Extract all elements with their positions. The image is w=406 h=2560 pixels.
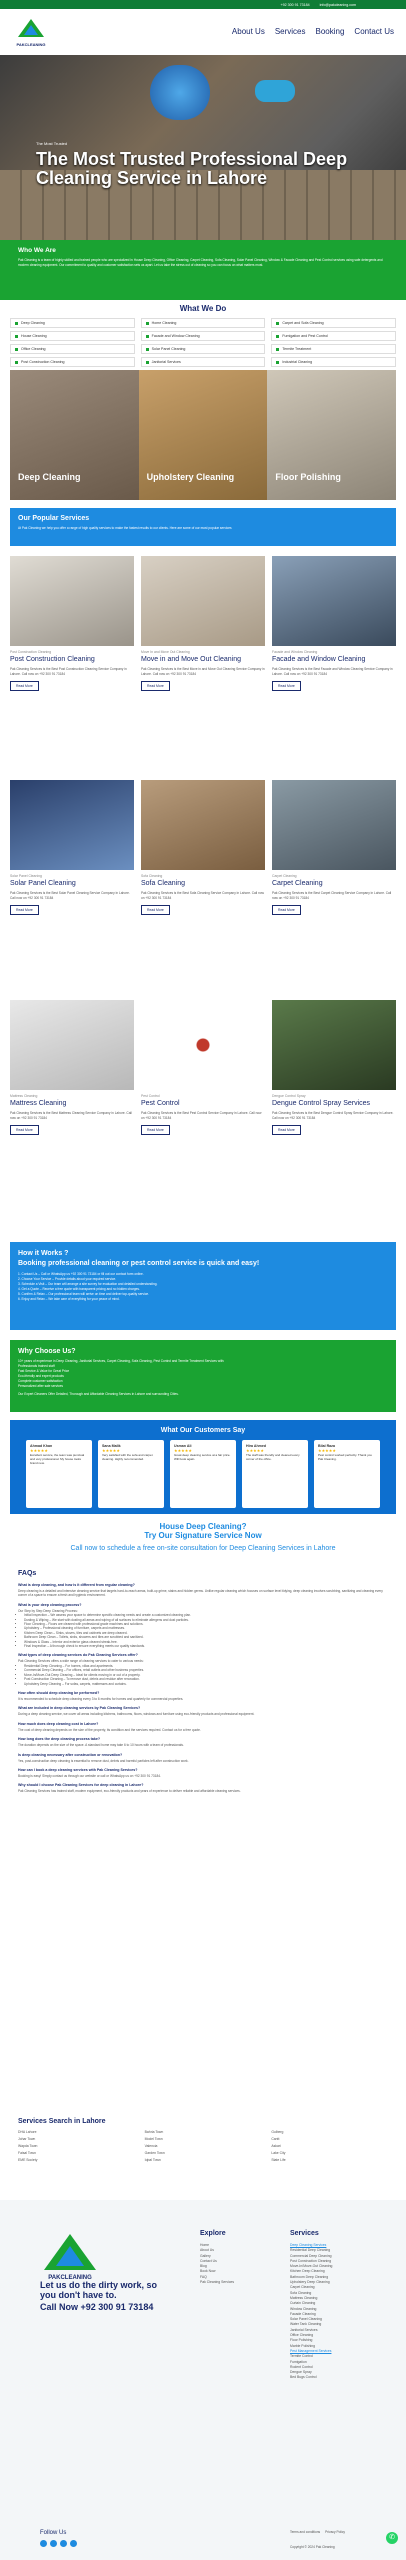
- card-image[interactable]: [10, 556, 134, 646]
- areas-grid: [18, 2130, 388, 2163]
- bullet-icon: [146, 335, 149, 338]
- star-rating-icon: ★★★★★: [174, 1448, 192, 1453]
- footer-logo-text: PAKCLEANING: [48, 2275, 92, 2281]
- review-text: Great deep cleaning service at a fair price. Will book again.: [174, 1453, 231, 1461]
- hero-title: The Most Trusted Professional Deep Cleaning Service in Lahore: [36, 149, 348, 188]
- explore-link[interactable]: Gallery: [200, 2253, 211, 2258]
- faq-question[interactable]: What are included in deep cleaning services by Pak Cleaning Services?: [18, 1706, 141, 1711]
- faq-answer: Pak Cleaning Services offers a wide range of cleaning services to cater to various needs:: [18, 1659, 144, 1664]
- read-more-button[interactable]: Read More: [141, 681, 170, 691]
- footer-service-link[interactable]: Move-In/Move-Out Cleaning: [290, 2264, 333, 2269]
- top-bar: [0, 0, 406, 9]
- bullet-icon: [276, 348, 279, 351]
- area-link[interactable]: Askari: [271, 2144, 281, 2148]
- read-more-button[interactable]: Read More: [272, 681, 301, 691]
- review-card: [242, 1440, 308, 1508]
- area-link[interactable]: Wapda Town: [18, 2144, 38, 2148]
- service-link[interactable]: Fumigation and Pest Control: [271, 331, 396, 341]
- area-link[interactable]: Garden Town: [144, 2151, 165, 2155]
- footer-service-link[interactable]: Rodent Control: [290, 2364, 313, 2369]
- service-link[interactable]: Home Cleaning: [141, 318, 266, 328]
- who-we-are-section: [0, 240, 406, 300]
- card-description: Pak Cleaning Services is the Best Move in and Move Out Cleaning Service Company in Lahore. Call now on +92 300 91 73184: [141, 667, 265, 676]
- who-text: Pak Cleaning is a team of highly skilled and trained people who are specialized in House Deep Cleaning, Office Cleaning, Carpet Cleaning, Sofa Cleaning, Solar Panel Cleaning, Window & Facade Cleaning and Pest Control services using safe detergents and modern cleaning equipment. Our commitment to quality and customer satisfaction sets us apart. Let us take the stress out of cleaning so you can focus on what matters most.: [18, 258, 383, 267]
- footer-service-link[interactable]: Termite Control: [290, 2354, 313, 2359]
- services-title: Services: [290, 2230, 319, 2237]
- card-category: Mattress Cleaning: [10, 1094, 38, 1098]
- nav-item-contact[interactable]: Contact Us: [354, 27, 394, 36]
- footer-service-link[interactable]: Janitorial Services: [290, 2327, 318, 2332]
- social-links: [40, 2540, 77, 2547]
- cta-subtitle: Try Our Signature Service Now: [144, 1531, 262, 1540]
- faq-answer: It is recommended to schedule deep cleaning every 3 to 6 months for homes and quarterly for commercial properties.: [18, 1696, 184, 1701]
- card-image[interactable]: [272, 780, 396, 870]
- card-image[interactable]: [141, 1000, 265, 1090]
- service-card: [10, 780, 134, 915]
- faq-list-item: • Upholstery – Professional cleaning of furniture, carpets and mattresses.: [24, 1626, 388, 1630]
- privacy-link[interactable]: Privacy Policy: [325, 2530, 345, 2534]
- footer-service-link[interactable]: Solar Panel Cleaning: [290, 2317, 322, 2322]
- service-photo-strip: [10, 370, 396, 500]
- testimonials-title: What Our Customers Say: [160, 1427, 246, 1434]
- card-image[interactable]: [272, 1000, 396, 1090]
- area-link[interactable]: Faisal Town: [18, 2151, 36, 2155]
- how-step: 2. Choose Your Service – Provide details about your required service.: [18, 1277, 117, 1281]
- card-category: Facade and Window Cleaning: [272, 650, 318, 654]
- card-image[interactable]: [10, 1000, 134, 1090]
- card-description: Pak Cleaning Services is the Best Dengue Control Spray Service Company in Lahore. Call now on +92 300 91 73184: [272, 1111, 394, 1120]
- reviewer-name: Hira Ahmed: [246, 1444, 267, 1448]
- area-link[interactable]: Iqbal Town: [144, 2158, 161, 2162]
- follow-us-label: Follow Us: [40, 2530, 67, 2536]
- area-link[interactable]: State Life: [271, 2158, 286, 2162]
- how-step: 1. Contact Us – Call or WhatsApp us +92 300 91 73184 or fill out our contact form online.: [18, 1272, 144, 1276]
- how-subtitle: Booking professional cleaning or pest control service is quick and easy!: [18, 1260, 260, 1267]
- area-link[interactable]: Cantt: [271, 2137, 280, 2141]
- faq-list-item: • Kitchen Deep Clean – Sinks, stoves, tiles and cabinets are deep cleaned.: [24, 1631, 388, 1635]
- who-title: Who We Are: [18, 247, 56, 254]
- faq-answer: Booking is easy! Simply contact us through our website or call or WhatsApp us on +92 300 91 73184.: [18, 1773, 161, 1778]
- popular-title: Our Popular Services: [18, 515, 90, 522]
- faq-question[interactable]: How much does deep cleaning cost in Lahore?: [18, 1721, 99, 1726]
- area-link[interactable]: Gulberg: [271, 2130, 284, 2134]
- faq-list: [24, 1664, 388, 1686]
- service-link[interactable]: Office Cleaning: [10, 344, 135, 354]
- faq-list-item: • Final Inspection – A thorough check to ensure everything meets our quality standards.: [24, 1644, 388, 1648]
- service-link[interactable]: Post Construction Cleaning: [10, 357, 135, 367]
- card-title[interactable]: Sofa Cleaning: [141, 880, 185, 887]
- faq-answer: Pak Cleaning Services has trained staff, modern equipment, eco-friendly products and years of experience to deliver reliable and affordable cleaning services.: [18, 1789, 241, 1794]
- footer-service-link[interactable]: Dengue Spray: [290, 2370, 312, 2375]
- read-more-button[interactable]: Read More: [10, 681, 39, 691]
- explore-link[interactable]: Contact Us: [200, 2258, 217, 2263]
- bullet-icon: [276, 322, 279, 325]
- what-we-do-title: What We Do: [179, 304, 227, 313]
- explore-link[interactable]: About Us: [200, 2248, 214, 2253]
- faq-list-item: • Commercial Deep Cleaning – For offices, retail outlets and other business properties.: [24, 1668, 388, 1672]
- site-logo[interactable]: [16, 17, 46, 51]
- faq-question[interactable]: How can I book a deep cleaning services with Pak Cleaning Services?: [18, 1767, 138, 1772]
- explore-link[interactable]: Book Now: [200, 2269, 216, 2274]
- footer-service-link[interactable]: Window Cleaning: [290, 2306, 317, 2311]
- legal-links: [290, 2530, 345, 2534]
- explore-link[interactable]: Home: [200, 2243, 210, 2247]
- card-title[interactable]: Dengue Control Spray Services: [272, 1100, 371, 1107]
- footer-service-link[interactable]: Deep Cleaning Services: [290, 2243, 327, 2247]
- read-more-button[interactable]: Read More: [141, 905, 170, 915]
- youtube-icon[interactable]: [60, 2540, 67, 2547]
- footer-tagline: Let us do the dirty work, so you don't have to.: [40, 2280, 158, 2300]
- why-point: Eco-friendly and expert products: [18, 1374, 64, 1378]
- footer-service-link[interactable]: Commercial Deep Cleaning: [290, 2253, 332, 2258]
- service-link[interactable]: Facade and Window Cleaning: [141, 331, 266, 341]
- services-grid: [10, 318, 396, 367]
- card-description: Pak Cleaning Services is the Best Solar Panel Cleaning Service Company in Lahore. Call now on +92 300 91 73184: [10, 891, 130, 900]
- faq-list: [24, 1613, 388, 1648]
- how-steps: [18, 1272, 388, 1302]
- how-step: 5. Confirm & Relax – Our professional team will arrive on time and deliver top-quality service.: [18, 1292, 150, 1296]
- cta-call-link[interactable]: Call now to schedule a free on-site consultation for Deep Cleaning Services in Lahore: [70, 1545, 336, 1552]
- how-step: 4. Get a Quote – Receive a free quote with transparent pricing and no hidden charges.: [18, 1287, 140, 1291]
- footer-service-link[interactable]: Fumigation: [290, 2359, 307, 2364]
- faq-answer: Deep cleaning is a detailed and intensive cleaning service that targets hard-to-reach areas, built-up grime, stains and hidden germs. Unlike regular cleaning which focuses on surface level tidying, deep cleaning involves scrubbing, sanitizing and cleaning every corner of a space to ensure a fresh and hygienic environment.: [18, 1589, 383, 1598]
- review-card: [26, 1440, 92, 1508]
- why-choose-us-section: [10, 1340, 396, 1412]
- card-title[interactable]: Move in and Move Out Cleaning: [141, 656, 241, 663]
- area-link[interactable]: Model Town: [144, 2137, 163, 2141]
- faq-answer: The duration depends on the size of the space. A standard home may take 6 to 10 hours with a team of professionals.: [18, 1743, 184, 1748]
- area-link[interactable]: Johar Town: [18, 2137, 36, 2141]
- card-category: Pest Control: [141, 1094, 160, 1098]
- review-text: Excellent service, the team was punctual and very professional. My house looks brand new.: [30, 1453, 85, 1465]
- faq-question[interactable]: How long does the deep cleaning process take?: [18, 1737, 101, 1742]
- why-point: Complete customer satisfaction: [18, 1379, 63, 1383]
- faq-title: FAQs: [18, 1570, 37, 1577]
- glove-image: [255, 80, 295, 102]
- nav-item-booking[interactable]: Booking: [315, 27, 345, 36]
- footer-phone[interactable]: Call Now +92 300 91 73184: [40, 2302, 154, 2312]
- testimonials-section: [10, 1420, 396, 1514]
- card-image[interactable]: [10, 780, 134, 870]
- site-footer: [0, 2200, 406, 2560]
- bullet-icon: [276, 361, 279, 364]
- navbar: [0, 9, 406, 55]
- service-link[interactable]: Termite Treatment: [271, 344, 396, 354]
- card-category: Carpet Cleaning: [272, 874, 297, 878]
- card-title[interactable]: Pest Control: [141, 1100, 180, 1107]
- service-card: [10, 1000, 134, 1135]
- explore-title: Explore: [200, 2230, 226, 2237]
- logo-text: PAKCLEANING: [16, 42, 46, 47]
- review-text: Very satisfied with the sofa and carpet cleaning. Highly recommended.: [102, 1453, 153, 1461]
- upholstery-photo[interactable]: Upholstery Cleaning: [139, 370, 268, 500]
- service-card: [141, 1000, 265, 1135]
- house-deep-cleaning-cta: [0, 1522, 406, 1540]
- faq-question[interactable]: Why should I choose Pak Cleaning Services for deep cleaning in Lahore?: [18, 1783, 144, 1788]
- why-point: Fast Service & Value for Great Price: [18, 1369, 70, 1373]
- read-more-button[interactable]: Read More: [10, 905, 39, 915]
- facebook-icon[interactable]: [40, 2540, 47, 2547]
- bullet-icon: [146, 361, 149, 364]
- footer-service-link[interactable]: Upholstery Deep Cleaning: [290, 2280, 330, 2285]
- read-more-button[interactable]: Read More: [10, 1125, 39, 1135]
- reviewer-name: Usman Ali: [174, 1444, 192, 1448]
- service-areas-section: [18, 2118, 388, 2163]
- reviewer-name: Bilal Raza: [318, 1444, 335, 1448]
- footer-service-link[interactable]: Post Construction Cleaning: [290, 2258, 332, 2263]
- footer-logo[interactable]: [40, 2230, 100, 2281]
- area-link[interactable]: Bahria Town: [144, 2130, 164, 2134]
- faq-list-item: • Move-In/Move-Out Deep Cleaning – Ideal for clients moving in or out of a property.: [24, 1673, 388, 1677]
- footer-service-link[interactable]: Carpet Cleaning: [290, 2285, 315, 2290]
- service-link[interactable]: Janitorial Services: [141, 357, 266, 367]
- card-image[interactable]: [272, 556, 396, 646]
- how-step: 6. Enjoy and Relax – We take care of everything for your peace of mind.: [18, 1297, 120, 1301]
- area-link[interactable]: Lake City: [271, 2151, 286, 2155]
- why-points: [18, 1359, 388, 1389]
- faq-question[interactable]: What is deep cleaning, and how is it different from regular cleaning?: [18, 1583, 135, 1587]
- service-card: [272, 1000, 396, 1135]
- topbar-phone[interactable]: +92 300 91 73184: [280, 2, 310, 7]
- footer-service-link[interactable]: Bathroom Deep Cleaning: [290, 2274, 329, 2279]
- hero-banner: [0, 55, 406, 240]
- service-card: [272, 780, 396, 915]
- star-rating-icon: ★★★★★: [318, 1448, 336, 1453]
- floor-polishing-photo[interactable]: Floor Polishing: [267, 370, 396, 500]
- faq-answer: During a deep cleaning service, we cover all areas including kitchens, bathrooms, floors, windows and furniture using eco-friendly products and professional equipment.: [18, 1712, 255, 1717]
- explore-link[interactable]: Blog: [200, 2264, 207, 2269]
- popular-text: At Pak Cleaning we help you offer a range of high quality services to make the fastest results to our clients. Here are some of our most popular services: [18, 526, 232, 530]
- review-text: The staff was friendly and cleaned every corner of the office.: [246, 1453, 300, 1461]
- mop-image: [150, 65, 210, 120]
- footer-service-link[interactable]: Residential Deep Cleaning: [290, 2248, 331, 2253]
- faq-list-item: • Floor Cleaning – Floors are cleaned with professional grade machines and solutions.: [24, 1622, 388, 1626]
- faq-question[interactable]: What is your deep cleaning process?: [18, 1602, 82, 1607]
- how-it-works-section: [10, 1242, 396, 1330]
- bullet-icon: [146, 322, 149, 325]
- logo-icon: [40, 2230, 100, 2274]
- area-link[interactable]: EME Society: [18, 2158, 38, 2162]
- read-more-button[interactable]: Read More: [141, 1125, 170, 1135]
- read-more-button[interactable]: Read More: [272, 905, 301, 915]
- footer-explore: [200, 2230, 234, 2285]
- card-category: Move In and Move Out Cleaning: [141, 650, 190, 654]
- bullet-icon: [15, 361, 18, 364]
- explore-link[interactable]: Pak Cleaning Services: [200, 2280, 235, 2285]
- faq-list-item: • Initial Inspection – We assess your space to determine specific cleaning needs and create a customized cleaning plan.: [24, 1613, 388, 1617]
- why-point: 10+ years of experience in Deep Cleaning, Janitorial Services, Carpet Cleaning, Sofa Cleaning, Pest Control and Termite Treatment Services with:: [18, 1359, 225, 1363]
- copyright: Copyright © 2024 Pak Cleaning: [290, 2545, 335, 2549]
- footer-service-link[interactable]: Kitchen Deep Cleaning: [290, 2269, 325, 2274]
- card-description: Pak Cleaning Services is the Best Mattress Cleaning Service Company in Lahore. Call now on +92 300 91 73184: [10, 1111, 132, 1120]
- faq-list-item: • Post Construction Cleaning – To remove dust, debris and residue after renovation.: [24, 1677, 388, 1681]
- footer-service-link[interactable]: Marble Polishing: [290, 2343, 316, 2348]
- faq-answer: Our Step by Step Deep Cleaning Process:: [18, 1608, 78, 1613]
- footer-service-link[interactable]: Water Tank Cleaning: [290, 2322, 322, 2327]
- instagram-icon[interactable]: [50, 2540, 57, 2547]
- card-title[interactable]: Post Construction Cleaning: [10, 656, 95, 663]
- why-point: Professionals trained staff: [18, 1364, 55, 1368]
- terms-link[interactable]: Terms and conditions: [290, 2530, 321, 2534]
- footer-service-link[interactable]: Facade Cleaning: [290, 2311, 316, 2316]
- card-title[interactable]: Facade and Window Cleaning: [272, 656, 366, 663]
- card-category: Post Construction Cleaning: [10, 650, 52, 654]
- linkedin-icon[interactable]: [70, 2540, 77, 2547]
- faq-list-item: • Dusting & Wiping – We start with dusting all areas and wiping of all surfaces to eliminate allergens and dust particles.: [24, 1618, 388, 1622]
- faq-section: [18, 1570, 388, 1794]
- main-menu: [232, 27, 394, 36]
- card-image[interactable]: [141, 780, 265, 870]
- read-more-button[interactable]: Read More: [272, 1125, 301, 1135]
- nav-item-about[interactable]: About Us: [231, 27, 265, 36]
- service-link[interactable]: House Cleaning: [10, 331, 135, 341]
- how-title: How it Works ?: [18, 1250, 69, 1257]
- review-text: Pest control worked perfectly. Thank you Pak Cleaning.: [318, 1453, 372, 1461]
- service-card: [10, 556, 134, 691]
- card-title[interactable]: Mattress Cleaning: [10, 1100, 67, 1107]
- faq-list-item: • Residential Deep Cleaning – For homes, villas and apartments.: [24, 1664, 388, 1668]
- service-link[interactable]: Deep Cleaning: [10, 318, 135, 328]
- faq-question[interactable]: What types of deep cleaning services do Pak Cleaning Services offer?: [18, 1653, 138, 1658]
- review-card: [170, 1440, 236, 1508]
- how-step: 3. Schedule a Visit – Our team will arrange a site survey for evaluation and detailed understanding.: [18, 1282, 158, 1286]
- card-description: Pak Cleaning Services is the Best Carpet Cleaning Service Company in Lahore. Call now on +92 300 91 73184: [272, 891, 392, 900]
- footer-service-link[interactable]: Bed Bugs Control: [290, 2375, 317, 2380]
- bullet-icon: [15, 322, 18, 325]
- bullet-icon: [15, 335, 18, 338]
- card-category: Dengue Control Spray: [272, 1094, 306, 1098]
- footer-service-link[interactable]: Office Cleaning: [290, 2333, 314, 2338]
- area-link[interactable]: DHA Lahore: [18, 2130, 37, 2134]
- star-rating-icon: ★★★★★: [246, 1448, 264, 1453]
- service-card: [141, 780, 265, 915]
- reviewer-name: Ahmad Khan: [30, 1444, 53, 1448]
- footer-service-link[interactable]: Mattress Cleaning: [290, 2295, 318, 2300]
- service-link[interactable]: Solar Panel Cleaning: [141, 344, 266, 354]
- why-title: Why Choose Us?: [18, 1348, 76, 1355]
- why-foot: Our Expert Cleaners Offer Detailed, Thorough and Affordable Cleaning Services in Lahore and surrounding Cities.: [18, 1392, 179, 1396]
- review-card: [314, 1440, 380, 1508]
- nav-item-services[interactable]: Services: [274, 27, 306, 36]
- popular-services-banner: [10, 508, 396, 546]
- faq-question[interactable]: How often should deep cleaning be performed?: [18, 1690, 100, 1695]
- whatsapp-float-icon[interactable]: ✆: [386, 2532, 398, 2544]
- service-link[interactable]: Industrial Cleaning: [271, 357, 396, 367]
- bullet-icon: [15, 348, 18, 351]
- footer-service-link[interactable]: Curtain Cleaning: [290, 2301, 316, 2306]
- star-rating-icon: ★★★★★: [30, 1448, 48, 1453]
- faq-question[interactable]: Is deep cleaning necessary after construction or renovation?: [18, 1752, 123, 1757]
- service-link[interactable]: Carpet and Sofa Cleaning: [271, 318, 396, 328]
- card-description: Pak Cleaning Services is the Best Sofa Cleaning Service Company in Lahore. Call now on +92 300 91 73184: [141, 891, 264, 900]
- bullet-icon: [146, 348, 149, 351]
- footer-service-link[interactable]: Floor Polishing: [290, 2338, 313, 2343]
- card-title[interactable]: Carpet Cleaning: [272, 880, 323, 887]
- cta-title: House Deep Cleaning?: [159, 1522, 247, 1531]
- faq-answer: Yes, post-construction deep cleaning is essential to remove dust, debris and harmful particles left after construction work.: [18, 1758, 189, 1763]
- card-category: Sofa Cleaning: [141, 874, 163, 878]
- service-card: [141, 556, 265, 691]
- card-image[interactable]: [141, 556, 265, 646]
- areas-title: Services Search in Lahore: [18, 2118, 106, 2125]
- card-category: Solar Panel Cleaning: [10, 874, 42, 878]
- reviewer-name: Sana Malik: [102, 1444, 121, 1448]
- bullet-icon: [276, 335, 279, 338]
- logo-icon: [16, 17, 46, 41]
- faq-answer: The cost of deep cleaning depends on the size of the property, its condition and the services required. Contact us for a free quote.: [18, 1727, 201, 1732]
- footer-service-link[interactable]: Sofa Cleaning: [290, 2290, 312, 2295]
- area-link[interactable]: Valencia: [144, 2144, 158, 2148]
- footer-service-link[interactable]: Pest Management Services: [290, 2348, 332, 2353]
- card-description: Pak Cleaning Services is the Best Post Construction Cleaning Service Company in Lahore. Call now on +92 300 91 73184: [10, 667, 127, 676]
- footer-services: [290, 2230, 332, 2381]
- hero-caption: The Most Trusted: [36, 141, 68, 146]
- review-card: [98, 1440, 164, 1508]
- faq-list-item: • Upholstery Deep Cleaning – For sofas, carpets, mattresses and curtains.: [24, 1682, 388, 1686]
- deep-cleaning-photo[interactable]: Deep Cleaning: [10, 370, 139, 500]
- faq-list-item: • Windows & Glass – Interior and exterior glass cleaned streak-free.: [24, 1640, 388, 1644]
- card-title[interactable]: Solar Panel Cleaning: [10, 880, 76, 887]
- topbar-email[interactable]: info@pakcleaning.com: [319, 2, 356, 7]
- card-description: Pak Cleaning Services is the Best Pest Control Service Company in Lahore. Call now on +92 300 91 73184: [141, 1111, 262, 1120]
- why-point: Personalized after sale services: [18, 1384, 64, 1388]
- explore-link[interactable]: FAQ: [200, 2274, 207, 2279]
- star-rating-icon: ★★★★★: [102, 1448, 120, 1453]
- service-card: [272, 556, 396, 691]
- card-description: Pak Cleaning Services is the Best Facade and Window Cleaning Service Company in Lahore. Call now on +92 300 91 73184: [272, 667, 393, 676]
- faq-list-item: • Bathroom Deep Clean – Toilets, sinks, showers and tiles are scrubbed and sanitized.: [24, 1635, 388, 1639]
